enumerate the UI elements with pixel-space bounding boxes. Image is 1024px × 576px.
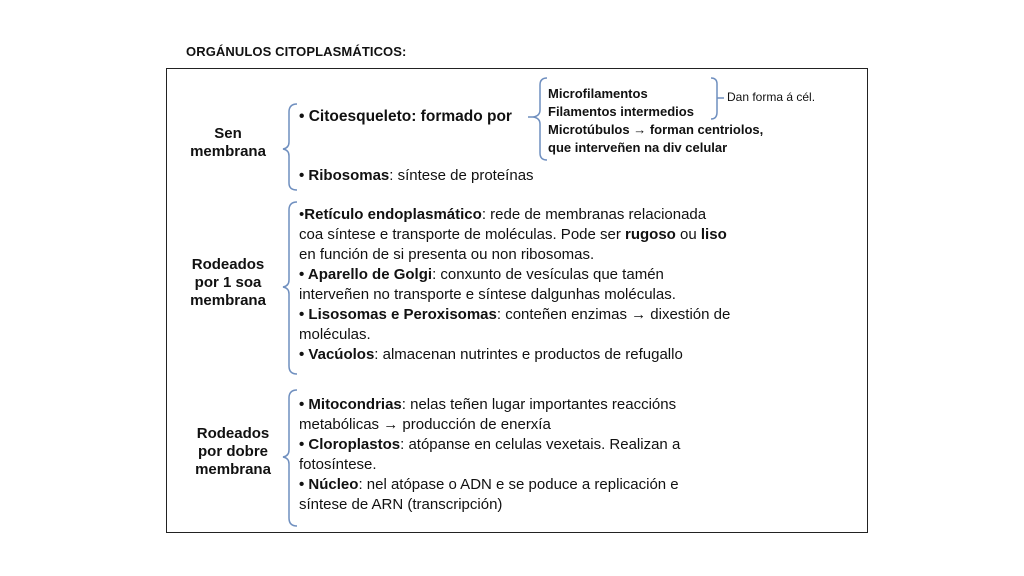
microtubulos-desc: forman centriolos, [646, 122, 764, 137]
vacuolos-term: Vacúolos [308, 346, 375, 363]
ribosomas-term: Ribosomas [308, 167, 390, 184]
liso-term: liso [700, 226, 727, 243]
text-span: metabólicas [299, 416, 384, 433]
microfilamentos-item: Microfilamentos [548, 86, 648, 101]
text-span: ou [675, 226, 701, 243]
bullet: • [299, 436, 309, 453]
lisosomas-desc: : conteñen enzimas [496, 306, 632, 323]
golgi-desc: : conxunto de vesículas que tamén [432, 266, 664, 283]
category-line: Rodeados [191, 256, 265, 273]
cloroplastos-line1 [299, 435, 680, 455]
cloroplastos-desc: : atópanse en celulas vexetais. Realizan a [400, 436, 681, 453]
microtubulos-item [548, 121, 763, 138]
bullet: • [299, 396, 309, 413]
category-line: Rodeados [196, 425, 270, 442]
microtubulos-term: Microtúbulos [548, 122, 630, 137]
mitocondrias-desc: : nelas teñen lugar importantes reaccións [401, 396, 677, 413]
category-una-membrana [178, 256, 278, 310]
group3-text [299, 395, 680, 515]
lisosomas-line2: moléculas. [299, 326, 371, 343]
reticulo-line1 [299, 205, 730, 225]
bullet: • [299, 346, 309, 363]
golgi-line2: interveñen no transporte e síntese dalgunhas moléculas. [299, 286, 676, 303]
bullet: • [299, 167, 309, 184]
arrow-icon: → [633, 122, 647, 137]
nucleo-line2: síntese de ARN (transcripción) [299, 496, 503, 513]
reticulo-desc: : rede de membranas relacionada [481, 206, 707, 223]
brace-group2 [283, 202, 297, 374]
category-line: por 1 soa [194, 274, 262, 291]
mitocondrias-term: Mitocondrias [308, 396, 402, 413]
reticulo-line3: en función de si presenta ou non ribosomas. [299, 246, 595, 263]
brace-group1 [283, 104, 297, 190]
bullet: • [299, 266, 308, 283]
microtubulos-line2: que interveñen na div celular [548, 140, 728, 155]
lisosomas-line1 [299, 305, 730, 325]
arrow-icon: → [383, 416, 399, 433]
category-dobre-membrana [178, 425, 288, 479]
category-line: membrana [190, 143, 266, 160]
category-sen-membrana [188, 125, 268, 161]
mitocondrias-line1 [299, 395, 680, 415]
bullet: • [299, 306, 309, 323]
golgi-term: Aparello de Golgi [307, 266, 433, 283]
mitocondrias-line2 [299, 415, 680, 435]
nucleo-term: Núcleo [308, 476, 359, 493]
text-span: dixestión de [646, 306, 731, 323]
text-span: producción de enerxía [398, 416, 551, 433]
citoesqueleto-item: • Citoesqueleto: formado por [299, 108, 512, 125]
bracket-note [711, 78, 717, 119]
ribosomas-desc: : síntese de proteínas [389, 167, 534, 184]
arrow-icon: → [631, 306, 647, 323]
vacuolos-line [299, 345, 730, 365]
note-dan-forma: Dan forma á cél. [727, 90, 816, 104]
rugoso-term: rugoso [625, 226, 676, 243]
nucleo-line1 [299, 475, 680, 495]
category-line: membrana [190, 292, 266, 309]
filamentos-intermedios-item: Filamentos intermedios [548, 104, 694, 119]
reticulo-line2 [299, 225, 730, 245]
bullet: • [299, 476, 309, 493]
page-title: ORGÁNULOS CITOPLASMÁTICOS: [186, 44, 407, 59]
cloroplastos-line2: fotosíntese. [299, 456, 377, 473]
text-span: coa síntese e transporte de moléculas. Pode ser [299, 226, 626, 243]
cloroplastos-term: Cloroplastos [308, 436, 401, 453]
reticulo-term: Retículo endoplasmático [304, 206, 482, 223]
lisosomas-term: Lisosomas e Peroxisomas [308, 306, 497, 323]
nucleo-desc: : nel atópase o ADN e se poduce a replicación e [358, 476, 679, 493]
golgi-line1 [299, 265, 730, 285]
ribosomas-item [299, 166, 534, 186]
category-line: membrana [195, 461, 271, 478]
vacuolos-desc: : almacenan nutrintes e productos de refugallo [374, 346, 683, 363]
category-line: Sen [214, 125, 242, 142]
category-line: por dobre [198, 443, 268, 460]
brace-citoesqueleto [533, 78, 547, 160]
group2-text [299, 205, 730, 365]
bullet: • [299, 206, 305, 223]
